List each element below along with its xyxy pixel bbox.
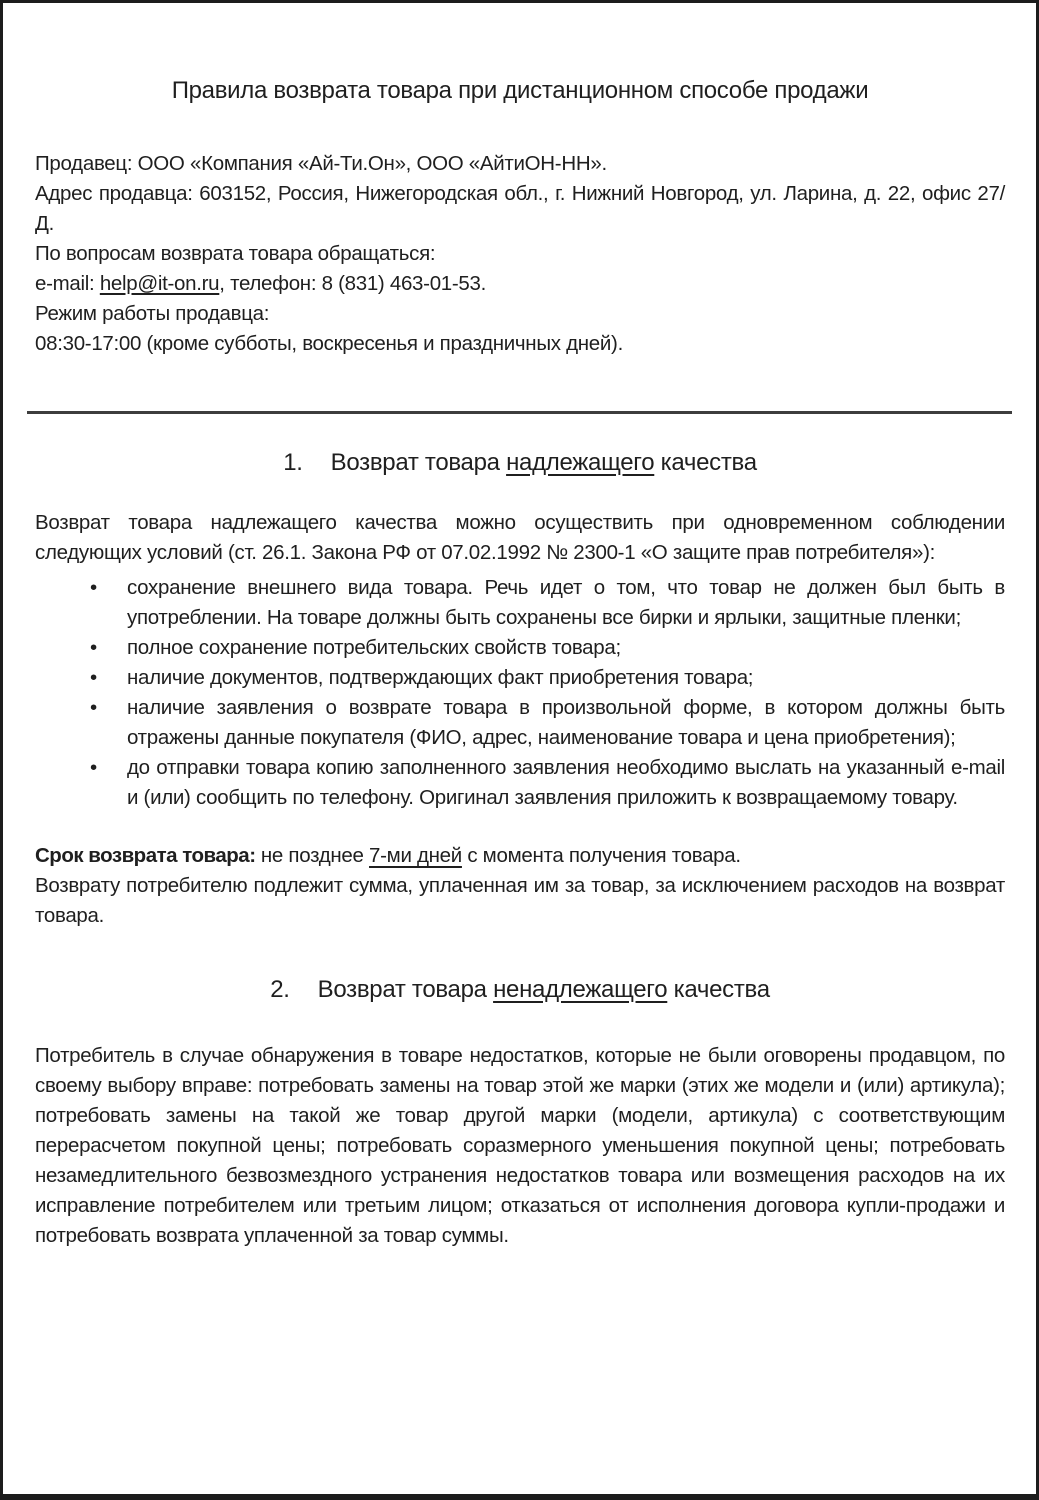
- section2-heading-underlined: ненадлежащего: [493, 976, 668, 1003]
- deadline-underlined: 7-ми дней: [369, 844, 462, 867]
- seller-address: Адрес продавца: 603152, Россия, Нижегородская обл., г. Нижний Новгород, ул. Ларина, д. 22, офис 27/Д.: [35, 182, 1005, 235]
- section1-heading-prefix: Возврат товара: [330, 449, 507, 476]
- list-item: • сохранение внешнего вида товара. Речь идет о том, что товар не должен был быть в употреблении. На товаре должны быть сохранены все бирки и ярлыки, защитные пленки;: [35, 573, 1005, 633]
- phone-text: , телефон: 8 (831) 463-01-53.: [219, 272, 487, 295]
- list-item: • наличие заявления о возврате товара в произвольной форме, в котором должны быть отражены данные покупателя (ФИО, адрес, наименование товара и цена приобретения);: [35, 693, 1005, 753]
- deadline-label: Срок возврата товара:: [35, 844, 256, 867]
- conditions-list: [35, 573, 1005, 813]
- contact-line: [35, 269, 1005, 299]
- refund-note: Возврату потребителю подлежит сумма, уплаченная им за товар, за исключением расходов на возврат товара.: [35, 874, 1005, 927]
- list-item: • наличие документов, подтверждающих факт приобретения товара;: [35, 663, 1005, 693]
- section1-heading: [35, 448, 1005, 478]
- page-title: Правила возврата товара при дистанционном способе продажи: [171, 77, 869, 104]
- section1-heading-underlined: надлежащего: [506, 449, 655, 476]
- deadline-line: [35, 841, 1005, 871]
- list-item: • полное сохранение потребительских свойств товара;: [35, 633, 1005, 663]
- section2-heading-text: [318, 976, 770, 1003]
- section1-heading-suffix: качества: [654, 449, 757, 476]
- section2-heading-suffix: качества: [667, 976, 770, 1003]
- contact-intro: По вопросам возврата товара обращаться:: [35, 242, 436, 265]
- section2-body: Потребитель в случае обнаружения в товаре недостатков, которые не были оговорены продавцом, по своему выбору вправе: потребовать замены на товар этой же марки (этих же модели и (или) артикула); потребовать замены на такой же товар другой марки (модели, артикула) с соответствующим перерасчетом покупной цены; потребовать соразмерного уменьшения покупной цены; потребовать незамедлительного безвозмездного устранения недостатков товара или возмещения расходов на их исправление потребителем или третьим лицом; отказаться от исполнения договора купли-продажи и потребовать возврата уплаченной за товар суммы.: [35, 1044, 1005, 1247]
- section1-number: 1.: [283, 449, 303, 476]
- section1-heading-text: [331, 449, 757, 476]
- deadline-mid: не позднее: [255, 844, 370, 867]
- list-item: • до отправки товара копию заполненного заявления необходимо выслать на указанный e-mail и (или) сообщить по телефону. Оригинал заявления приложить к возвращаемому товару.: [35, 753, 1005, 813]
- seller-line: Продавец: ООО «Компания «Ай-Ти.Он», ООО «АйтиОН-НН».: [35, 152, 607, 175]
- email-link[interactable]: help@it-on.ru: [99, 272, 220, 295]
- email-label: e-mail:: [35, 272, 100, 295]
- seller-info-block: [35, 149, 1005, 359]
- section1-intro: Возврат товара надлежащего качества можно осуществить при одновременном соблюдении следующих условий (ст. 26.1. Закона РФ от 07.02.1992 № 2300-1 «О защите прав потребителя»):: [35, 511, 1005, 564]
- section2-heading-prefix: Возврат товара: [317, 976, 494, 1003]
- divider-line: [27, 411, 1012, 414]
- deadline-suffix: с момента получения товара.: [461, 844, 741, 867]
- hours-value: 08:30-17:00 (кроме субботы, воскресенья и праздничных дней).: [35, 332, 623, 355]
- section2-heading: [35, 975, 1005, 1005]
- section2-number: 2.: [270, 976, 290, 1003]
- hours-label: Режим работы продавца:: [35, 302, 270, 325]
